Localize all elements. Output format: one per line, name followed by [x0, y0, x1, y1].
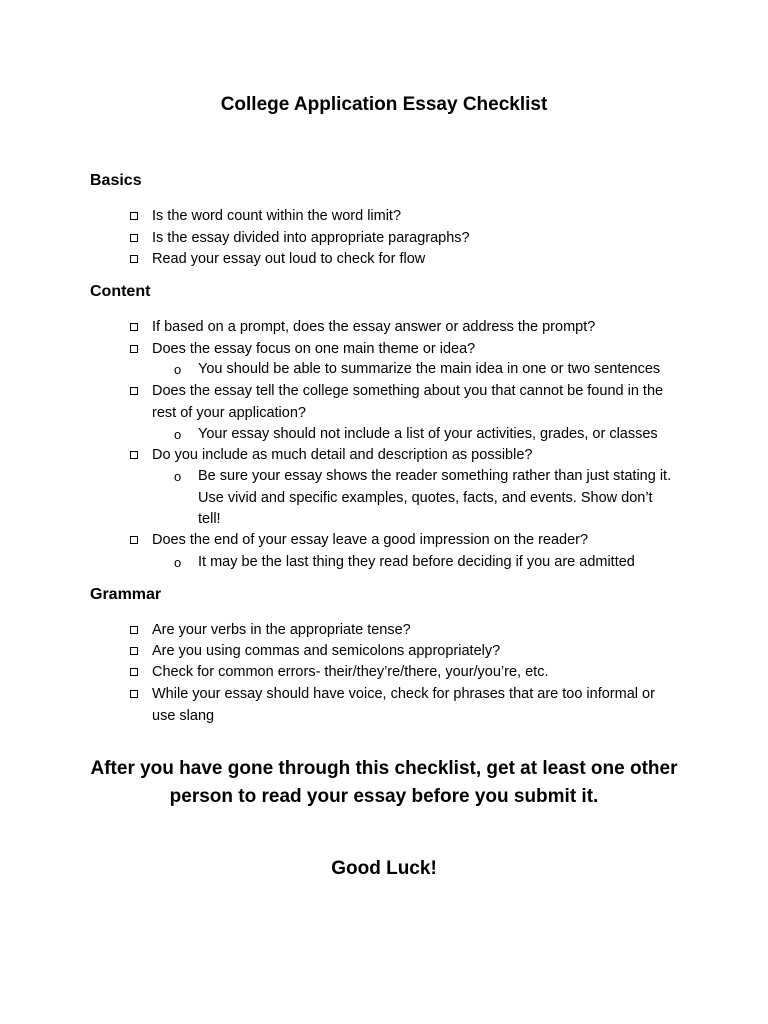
checklist-subitem — [174, 424, 678, 446]
checklist-item-text: While your essay should have voice, check for phrases that are too informal or use slang — [152, 686, 655, 724]
circle-bullet-icon: o — [174, 555, 182, 570]
checklist-item-text: Does the essay focus on one main theme or idea? — [152, 341, 476, 357]
checkbox-icon — [130, 345, 138, 353]
checklist-item — [152, 684, 677, 727]
checklist-item-text: Read your essay out loud to check for flow — [152, 251, 426, 267]
checklist-item-text: Are your verbs in the appropriate tense? — [152, 622, 411, 638]
checklist-item — [152, 381, 672, 424]
checklist-item — [152, 339, 682, 361]
circle-bullet-icon: o — [174, 362, 182, 377]
checklist-item — [152, 641, 682, 663]
checkbox-icon — [130, 255, 138, 263]
checkbox-icon — [130, 387, 138, 395]
checklist-item — [152, 317, 682, 339]
checklist-item-text: Does the end of your essay leave a good impression on the reader? — [152, 532, 589, 548]
checkbox-icon — [130, 234, 138, 242]
checklist-subitem-text: You should be able to summarize the main idea in one or two sentences — [198, 361, 661, 377]
checklist-item — [152, 249, 682, 271]
closing-line-2: person to read your essay before you submit it. — [169, 786, 599, 807]
checklist-item — [152, 228, 682, 250]
checklist-item-text: Do you include as much detail and description as possible? — [152, 447, 533, 463]
checklist-item — [152, 620, 682, 642]
section-heading-basics: Basics — [90, 172, 142, 189]
checklist-item-text: Check for common errors- their/they’re/there, your/you’re, etc. — [152, 664, 549, 680]
checklist-item-text: If based on a prompt, does the essay answer or address the prompt? — [152, 319, 596, 335]
checkbox-icon — [130, 451, 138, 459]
checklist-item — [152, 206, 682, 228]
checkbox-icon — [130, 536, 138, 544]
circle-bullet-icon: o — [174, 427, 182, 442]
checkbox-icon — [130, 668, 138, 676]
checklist-item-text: Are you using commas and semicolons appropriately? — [152, 643, 501, 659]
checkbox-icon — [130, 626, 138, 634]
page-title: College Application Essay Checklist — [220, 94, 548, 115]
closing-line-1: After you have gone through this checklist, get at least one other — [90, 758, 678, 779]
checklist-subitem — [174, 359, 678, 381]
checklist-item-text: Is the essay divided into appropriate paragraphs? — [152, 230, 470, 246]
checklist-item — [152, 530, 682, 552]
checklist-item-text: Is the word count within the word limit? — [152, 208, 402, 224]
checklist-subitem-text: Your essay should not include a list of your activities, grades, or classes — [198, 426, 658, 442]
checkbox-icon — [130, 212, 138, 220]
checklist-subitem-text: Be sure your essay shows the reader something rather than just stating it. Use vivid and specific examples, quotes, facts, and events. Show don’t tell! — [198, 468, 672, 527]
checklist-subitem — [174, 466, 676, 531]
section-heading-grammar: Grammar — [90, 586, 162, 603]
section-heading-content: Content — [90, 283, 151, 300]
checklist-subitem — [174, 552, 678, 574]
checkbox-icon — [130, 690, 138, 698]
checklist-subitem-text: It may be the last thing they read before deciding if you are admitted — [198, 554, 635, 570]
good-luck: Good Luck! — [331, 858, 437, 879]
checklist-item-text: Does the essay tell the college something about you that cannot be found in the rest of your application? — [152, 383, 664, 421]
checklist-item — [152, 662, 682, 684]
checkbox-icon — [130, 323, 138, 331]
checkbox-icon — [130, 647, 138, 655]
circle-bullet-icon: o — [174, 469, 182, 484]
checklist-item — [152, 445, 682, 467]
